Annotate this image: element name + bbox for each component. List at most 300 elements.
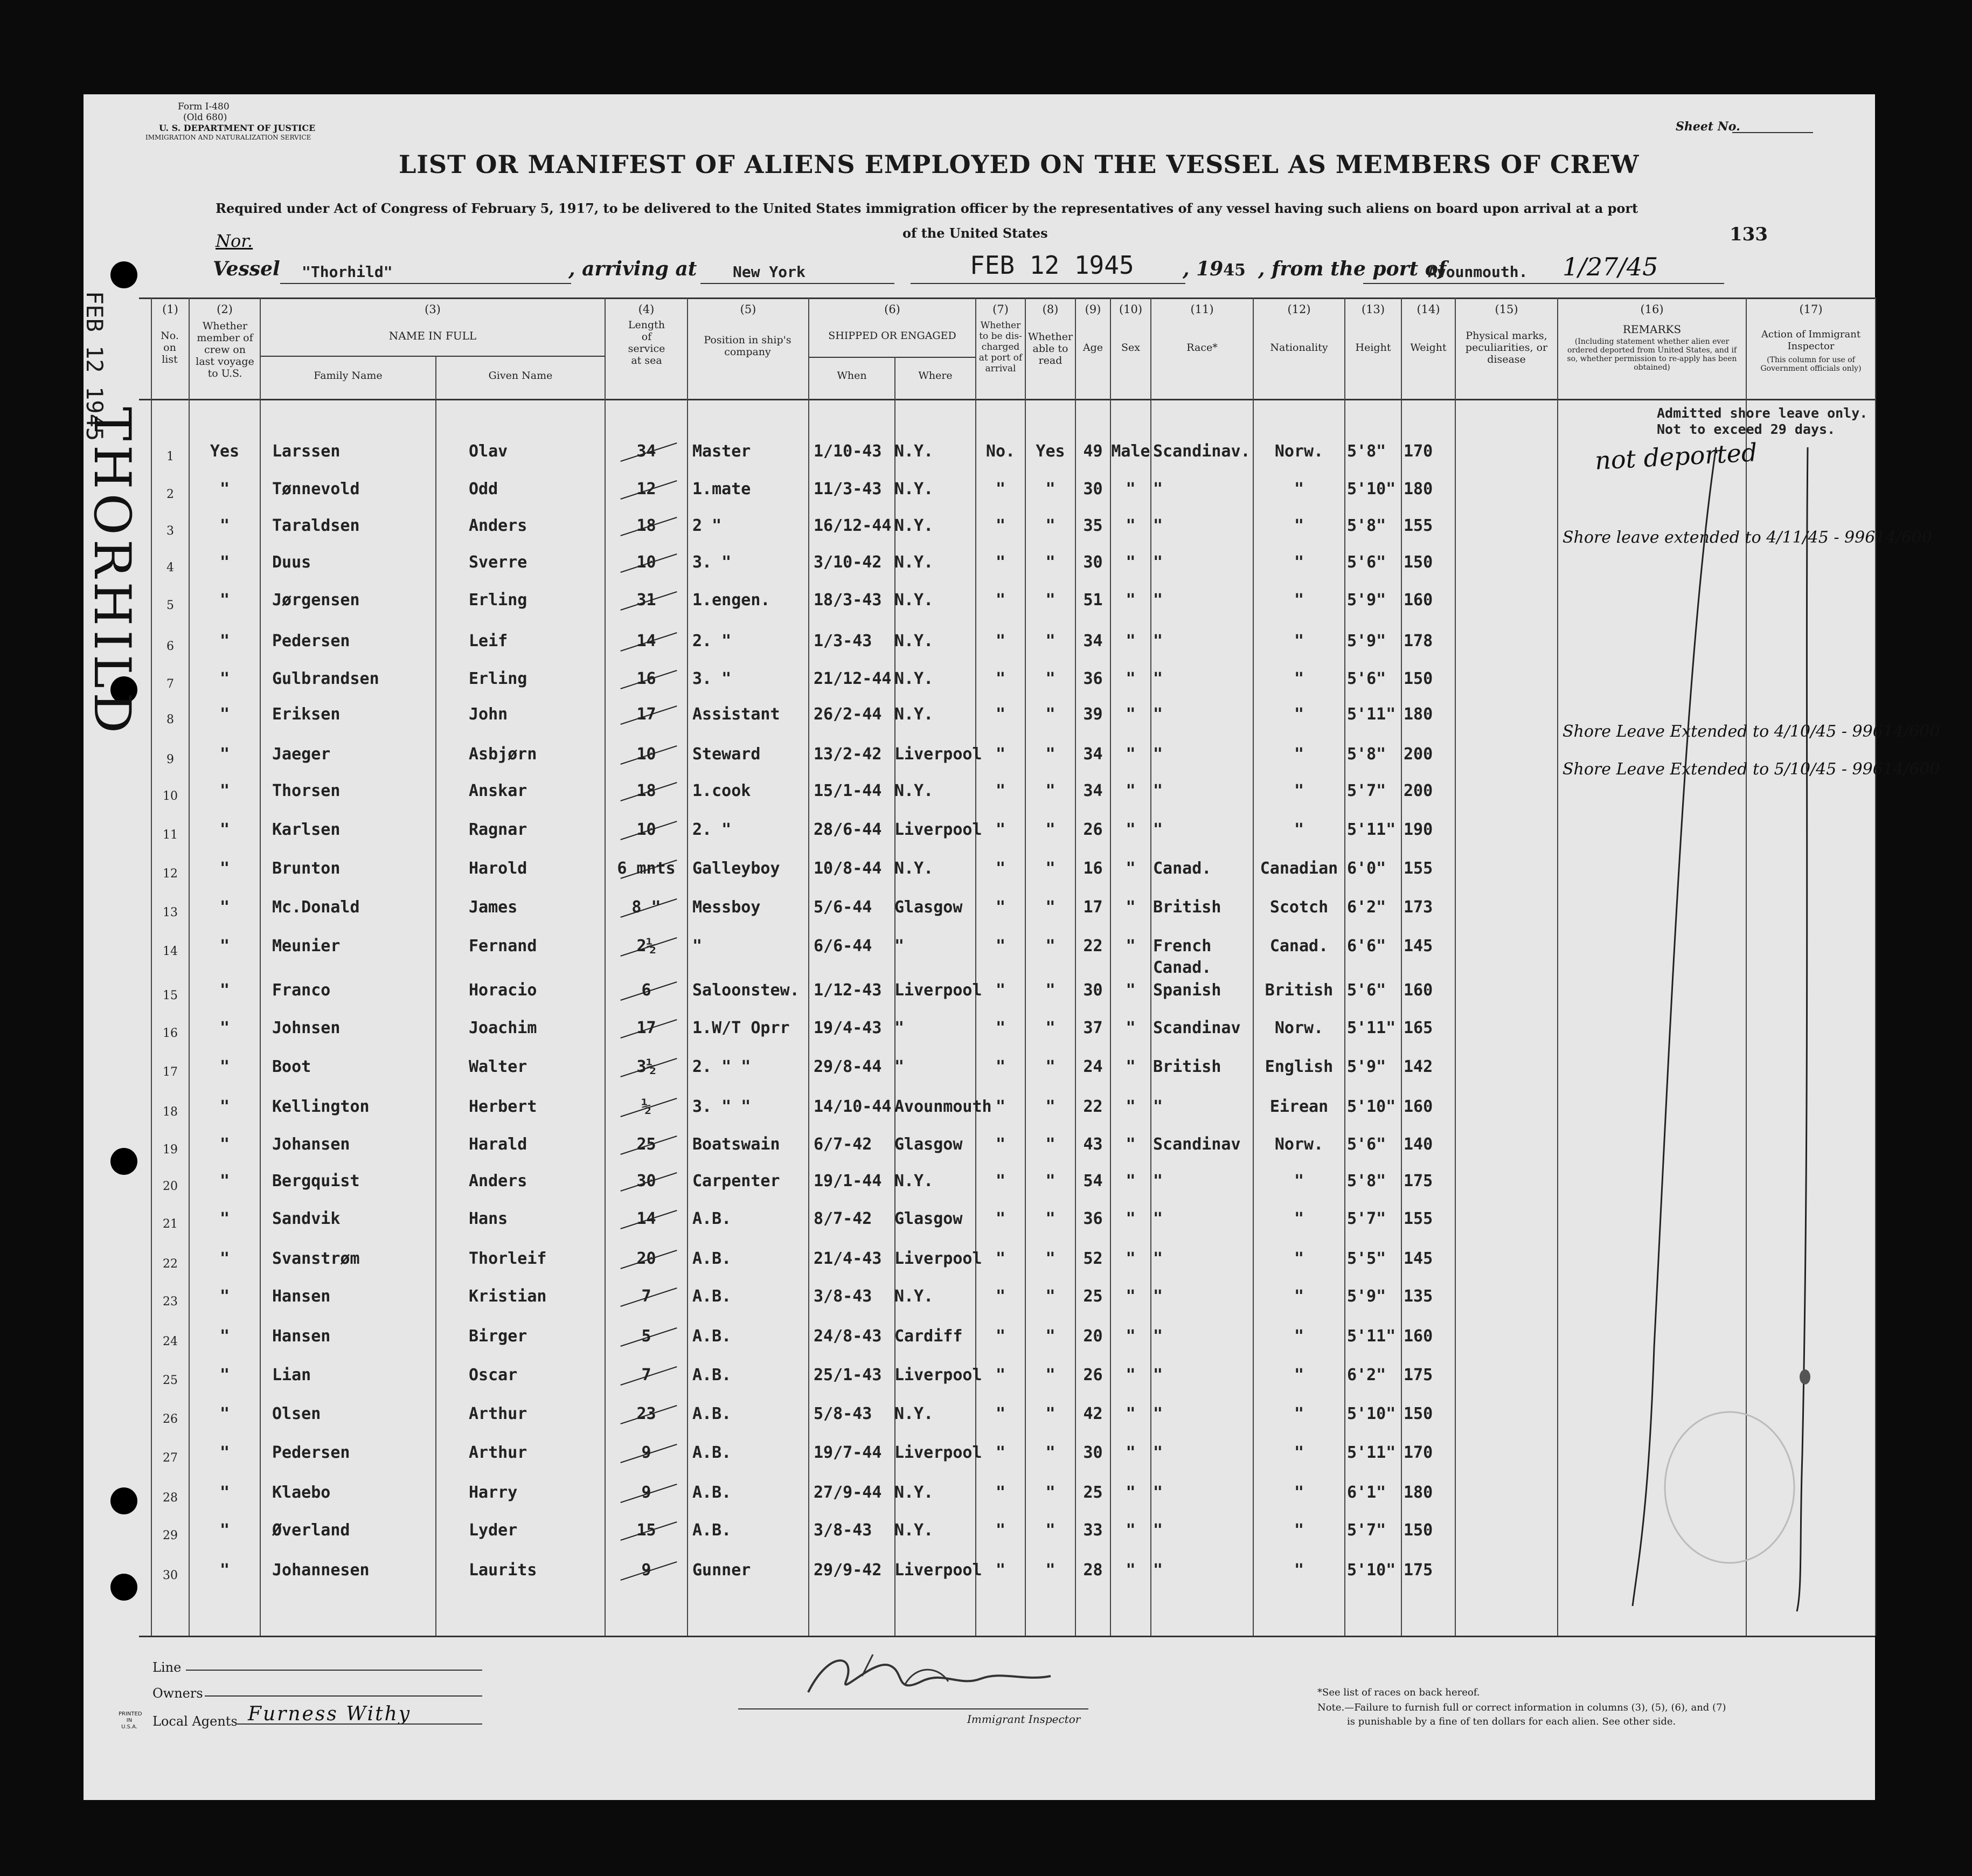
col-num-17: (17) bbox=[1799, 303, 1823, 316]
cell-service: 16 bbox=[636, 669, 656, 688]
cell-read: " bbox=[1045, 1404, 1056, 1423]
cell-position: 1.mate bbox=[692, 480, 751, 499]
smudge bbox=[1800, 1369, 1810, 1384]
col-num-10: (10) bbox=[1119, 303, 1143, 316]
cell-service: 2½ bbox=[636, 937, 656, 956]
cell-no: 8 bbox=[166, 713, 174, 726]
cell-age: 36 bbox=[1083, 669, 1103, 688]
cell-given: Erling bbox=[469, 669, 527, 688]
cell-discharged: " bbox=[995, 1135, 1006, 1154]
cell-given: Anskar bbox=[469, 781, 527, 800]
cell-discharged: " bbox=[995, 480, 1006, 499]
cell-service: 9 bbox=[641, 1561, 651, 1580]
cell-sex: " bbox=[1126, 898, 1136, 917]
cell-nationality: Scotch bbox=[1269, 898, 1329, 917]
cell-when: 19/1-44 bbox=[814, 1172, 882, 1190]
cell-family: Gulbrandsen bbox=[272, 669, 379, 688]
cell-family: Klaebo bbox=[272, 1483, 331, 1502]
cell-position: A.B. bbox=[692, 1366, 732, 1384]
cell-given: John bbox=[469, 705, 508, 724]
cell-given: Hans bbox=[469, 1209, 508, 1228]
cell-age: 52 bbox=[1083, 1249, 1103, 1268]
col-num-13: (13) bbox=[1361, 303, 1385, 316]
cell-discharged: " bbox=[995, 632, 1006, 650]
cell-weight: 140 bbox=[1404, 1135, 1433, 1154]
cell-age: 34 bbox=[1083, 781, 1103, 800]
cell-discharged: No. bbox=[985, 442, 1016, 461]
cell-service: 25 bbox=[636, 1135, 656, 1154]
cell-given: Leif bbox=[469, 632, 508, 650]
cell-where: N.Y. bbox=[894, 781, 934, 800]
cell-prev: " bbox=[219, 1404, 230, 1423]
cell-race: " bbox=[1153, 1443, 1163, 1462]
cell-race: " bbox=[1153, 669, 1163, 688]
cell-sex: " bbox=[1126, 1097, 1136, 1116]
cell-height: 5'9" bbox=[1347, 1287, 1386, 1306]
cell-when: 6/6-44 bbox=[814, 937, 872, 956]
cell-age: 39 bbox=[1083, 705, 1103, 724]
cell-prev: " bbox=[219, 1561, 230, 1580]
side-vessel-name: THORHILD bbox=[82, 407, 141, 738]
cell-where: Liverpool bbox=[894, 1561, 982, 1580]
cell-sex: " bbox=[1126, 820, 1136, 839]
cell-nationality: " bbox=[1294, 1483, 1304, 1502]
cell-sex: " bbox=[1126, 1249, 1136, 1268]
cell-age: 33 bbox=[1083, 1521, 1103, 1540]
cell-family: Pedersen bbox=[272, 632, 350, 650]
col-num-3: (3) bbox=[425, 303, 441, 316]
cell-weight: 173 bbox=[1404, 898, 1433, 917]
cell-family: Svanstrøm bbox=[272, 1249, 360, 1268]
remark-shore-leave-1: Shore leave extended to 4/11/45 - 99614/600 bbox=[1563, 528, 1932, 547]
cell-race: " bbox=[1153, 1287, 1163, 1306]
cell-given: Horacio bbox=[469, 981, 537, 1000]
cell-position: Galleyboy bbox=[692, 859, 780, 878]
cell-weight: 175 bbox=[1404, 1172, 1433, 1190]
col-header-name: NAME IN FULL bbox=[388, 329, 477, 342]
footer-agents-value: Furness Withy bbox=[248, 1703, 412, 1725]
cell-read: " bbox=[1045, 1172, 1056, 1190]
cell-nationality: Canadian bbox=[1260, 859, 1338, 878]
cell-sex: " bbox=[1126, 859, 1136, 878]
cell-discharged: " bbox=[995, 705, 1006, 724]
cell-nationality: " bbox=[1294, 1521, 1304, 1540]
cell-discharged: " bbox=[995, 1404, 1006, 1423]
cell-position: 1.engen. bbox=[692, 591, 770, 610]
cell-read: " bbox=[1045, 1019, 1056, 1037]
cell-read: Yes bbox=[1036, 442, 1065, 461]
cell-age: 43 bbox=[1083, 1135, 1103, 1154]
cell-weight: 150 bbox=[1404, 1404, 1433, 1423]
cell-family: Thorsen bbox=[272, 781, 341, 800]
cell-discharged: " bbox=[995, 1019, 1006, 1037]
cell-discharged: " bbox=[995, 591, 1006, 610]
cell-given: Harald bbox=[469, 1135, 527, 1154]
cell-age: 30 bbox=[1083, 480, 1103, 499]
cell-sex: " bbox=[1126, 1019, 1136, 1037]
footer-agents-label: Local Agents bbox=[152, 1714, 238, 1729]
cell-where: N.Y. bbox=[894, 442, 934, 461]
cell-nationality: " bbox=[1294, 1404, 1304, 1423]
footer-fine-note-2: is punishable by a fine of ten dollars for each alien. See other side. bbox=[1347, 1716, 1676, 1727]
cell-weight: 200 bbox=[1404, 745, 1433, 764]
cell-nationality: Eirean bbox=[1269, 1097, 1329, 1116]
cell-race: " bbox=[1153, 820, 1163, 839]
cell-read: " bbox=[1045, 516, 1056, 535]
cell-service: 5 bbox=[641, 1327, 651, 1346]
cell-when: 16/12-44 bbox=[814, 516, 892, 535]
cell-given: Arthur bbox=[469, 1404, 527, 1423]
cell-age: 28 bbox=[1083, 1561, 1103, 1580]
cell-race: " bbox=[1153, 1404, 1163, 1423]
cell-family: Karlsen bbox=[272, 820, 341, 839]
cell-given: Anders bbox=[469, 516, 527, 535]
footer-owners-label: Owners bbox=[152, 1686, 203, 1701]
cell-discharged: " bbox=[995, 1366, 1006, 1384]
cell-read: " bbox=[1045, 820, 1056, 839]
cell-weight: 135 bbox=[1404, 1287, 1433, 1306]
cell-where: N.Y. bbox=[894, 632, 934, 650]
cell-where: Liverpool bbox=[894, 820, 982, 839]
cell-weight: 160 bbox=[1404, 591, 1433, 610]
cell-sex: " bbox=[1126, 591, 1136, 610]
cell-when: 21/12-44 bbox=[814, 669, 892, 688]
cell-weight: 160 bbox=[1404, 1097, 1433, 1116]
col-num-5: (5) bbox=[740, 303, 756, 316]
cell-prev: " bbox=[219, 1443, 230, 1462]
cell-where: Liverpool bbox=[894, 981, 982, 1000]
cell-weight: 175 bbox=[1404, 1561, 1433, 1580]
cell-where: " bbox=[894, 1019, 905, 1037]
cell-height: 5'9" bbox=[1347, 632, 1386, 650]
cell-when: 25/1-43 bbox=[814, 1366, 882, 1384]
cell-race: French Canad. bbox=[1153, 937, 1212, 977]
cell-height: 5'8" bbox=[1347, 516, 1386, 535]
bracket-stroke bbox=[1797, 447, 1808, 1611]
cell-age: 34 bbox=[1083, 632, 1103, 650]
cell-read: " bbox=[1045, 1327, 1056, 1346]
cell-where: Liverpool bbox=[894, 745, 982, 764]
cell-age: 22 bbox=[1083, 1097, 1103, 1116]
inspector-label: Immigrant Inspector bbox=[967, 1713, 1081, 1726]
cell-nationality: " bbox=[1294, 553, 1304, 572]
col-num-6: (6) bbox=[884, 303, 900, 316]
col-num-1: (1) bbox=[162, 303, 178, 316]
cell-read: " bbox=[1045, 898, 1056, 917]
cell-service: 7 bbox=[641, 1366, 651, 1384]
cell-nationality: " bbox=[1294, 632, 1304, 650]
cell-read: " bbox=[1045, 781, 1056, 800]
col-header-shipped: SHIPPED OR ENGAGED bbox=[828, 330, 956, 342]
cell-nationality: " bbox=[1294, 1287, 1304, 1306]
cell-service: 10 bbox=[636, 820, 656, 839]
cell-where: N.Y. bbox=[894, 1287, 934, 1306]
cell-weight: 175 bbox=[1404, 1366, 1433, 1384]
cell-height: 6'2" bbox=[1347, 898, 1386, 917]
cell-race: Canad. bbox=[1153, 859, 1212, 878]
col-header-where: Where bbox=[918, 370, 953, 382]
cell-family: Bergquist bbox=[272, 1172, 360, 1190]
cell-no: 26 bbox=[163, 1413, 178, 1426]
cell-height: 5'8" bbox=[1347, 1172, 1386, 1190]
cell-position: A.B. bbox=[692, 1287, 732, 1306]
cell-service: 30 bbox=[636, 1172, 656, 1190]
cell-discharged: " bbox=[995, 1057, 1006, 1076]
cell-nationality: Norw. bbox=[1274, 442, 1324, 461]
cell-when: 19/7-44 bbox=[814, 1443, 882, 1462]
cell-height: 5'7" bbox=[1347, 1521, 1386, 1540]
cell-prev: " bbox=[219, 480, 230, 499]
cell-family: Hansen bbox=[272, 1287, 331, 1306]
col-header-action-note: (This column for use of Government officials only) bbox=[1760, 356, 1862, 373]
cell-prev: " bbox=[219, 820, 230, 839]
cell-race: " bbox=[1153, 781, 1163, 800]
cell-position: 3. " bbox=[692, 669, 732, 688]
cell-age: 20 bbox=[1083, 1327, 1103, 1346]
cell-given: Thorleif bbox=[469, 1249, 547, 1268]
cell-race: " bbox=[1153, 1366, 1163, 1384]
cell-discharged: " bbox=[995, 1443, 1006, 1462]
cell-position: A.B. bbox=[692, 1249, 732, 1268]
printer-mark: PRINTED IN U.S.A. bbox=[119, 1711, 142, 1730]
arriving-port: New York bbox=[733, 263, 806, 281]
cell-service: 8 " bbox=[631, 898, 661, 917]
cell-no: 16 bbox=[163, 1027, 178, 1040]
cell-prev: " bbox=[219, 1057, 230, 1076]
cell-position: " bbox=[692, 937, 703, 956]
cell-discharged: " bbox=[995, 1172, 1006, 1190]
col-header-prev-crew: Whether member of crew on last voyage to U.S. bbox=[196, 320, 254, 379]
cell-nationality: Canad. bbox=[1269, 937, 1329, 956]
cell-position: Gunner bbox=[692, 1561, 751, 1580]
cell-given: Asbjørn bbox=[469, 745, 537, 764]
cell-race: Scandinav. bbox=[1153, 442, 1251, 461]
footer-fine-note: Note.—Failure to furnish full or correct information in columns (3), (5), (6), and (7) bbox=[1317, 1702, 1726, 1713]
cell-nationality: " bbox=[1294, 745, 1304, 764]
cell-age: 37 bbox=[1083, 1019, 1103, 1037]
cell-discharged: " bbox=[995, 1521, 1006, 1540]
cell-age: 26 bbox=[1083, 1366, 1103, 1384]
cell-given: James bbox=[469, 898, 518, 917]
cell-weight: 170 bbox=[1404, 442, 1433, 461]
cell-given: Oscar bbox=[469, 1366, 518, 1384]
cell-service: 7 bbox=[641, 1287, 651, 1306]
cell-family: Duus bbox=[272, 553, 311, 572]
cell-when: 26/2-44 bbox=[814, 705, 882, 724]
col-header-weight: Weight bbox=[1410, 342, 1447, 354]
cell-discharged: " bbox=[995, 516, 1006, 535]
cell-where: Glasgow bbox=[894, 898, 963, 917]
cell-discharged: " bbox=[995, 859, 1006, 878]
cell-sex: " bbox=[1126, 705, 1136, 724]
cell-no: 29 bbox=[163, 1529, 178, 1542]
cell-discharged: " bbox=[995, 1327, 1006, 1346]
cell-given: Herbert bbox=[469, 1097, 537, 1116]
col-num-8: (8) bbox=[1042, 303, 1059, 316]
cell-sex: " bbox=[1126, 781, 1136, 800]
form-subtitle-2: of the United States bbox=[902, 225, 1048, 241]
cell-race: " bbox=[1153, 1521, 1163, 1540]
cell-weight: 160 bbox=[1404, 1327, 1433, 1346]
cell-height: 6'1" bbox=[1347, 1483, 1386, 1502]
cell-nationality: " bbox=[1294, 591, 1304, 610]
cell-age: 16 bbox=[1083, 859, 1103, 878]
cell-race: Spanish bbox=[1153, 981, 1221, 1000]
year-label: , 1945 bbox=[1183, 258, 1246, 280]
cell-where: Liverpool bbox=[894, 1443, 982, 1462]
cell-race: " bbox=[1153, 591, 1163, 610]
col-header-family: Family Name bbox=[314, 370, 383, 382]
cell-no: 18 bbox=[163, 1105, 178, 1119]
cell-when: 1/10-43 bbox=[814, 442, 882, 461]
cell-service: 18 bbox=[636, 781, 656, 800]
cell-nationality: " bbox=[1294, 820, 1304, 839]
cell-read: " bbox=[1045, 1287, 1056, 1306]
cell-race: " bbox=[1153, 480, 1163, 499]
cell-given: Olav bbox=[469, 442, 508, 461]
cell-height: 5'8" bbox=[1347, 745, 1386, 764]
cell-no: 30 bbox=[163, 1569, 178, 1582]
vessel-label: Vessel bbox=[213, 258, 280, 280]
cell-age: 30 bbox=[1083, 553, 1103, 572]
cell-sex: " bbox=[1126, 480, 1136, 499]
cell-weight: 200 bbox=[1404, 781, 1433, 800]
cell-position: 1.cook bbox=[692, 781, 751, 800]
cell-prev: " bbox=[219, 705, 230, 724]
cell-service: 18 bbox=[636, 516, 656, 535]
cell-race: " bbox=[1153, 1483, 1163, 1502]
col-header-no: No. on list bbox=[161, 330, 179, 365]
form-old-number: (Old 680) bbox=[183, 112, 227, 123]
cell-nationality: " bbox=[1294, 1366, 1304, 1384]
cell-discharged: " bbox=[995, 781, 1006, 800]
cell-where: N.Y. bbox=[894, 1404, 934, 1423]
cell-sex: " bbox=[1126, 669, 1136, 688]
cell-prev: " bbox=[219, 1327, 230, 1346]
flag-note: Nor. bbox=[216, 231, 253, 251]
cell-position: Carpenter bbox=[692, 1172, 780, 1190]
cell-height: 5'5" bbox=[1347, 1249, 1386, 1268]
cell-height: 5'10" bbox=[1347, 1097, 1396, 1116]
remark-typed-1: Admitted shore leave only. bbox=[1657, 405, 1868, 421]
cell-weight: 150 bbox=[1404, 553, 1433, 572]
cell-discharged: " bbox=[995, 1097, 1006, 1116]
cell-discharged: " bbox=[995, 1209, 1006, 1228]
cell-read: " bbox=[1045, 553, 1056, 572]
cell-service: 17 bbox=[636, 705, 656, 724]
cell-height: 5'9" bbox=[1347, 1057, 1386, 1076]
cell-nationality: " bbox=[1294, 1327, 1304, 1346]
form-title: LIST OR MANIFEST OF ALIENS EMPLOYED ON THE VESSEL AS MEMBERS OF CREW bbox=[399, 150, 1640, 179]
from-port: Avounmouth. bbox=[1428, 263, 1528, 281]
cell-position: Master bbox=[692, 442, 751, 461]
cell-height: 5'11" bbox=[1347, 705, 1396, 724]
cell-age: 51 bbox=[1083, 591, 1103, 610]
cell-when: 6/7-42 bbox=[814, 1135, 872, 1154]
cell-when: 27/9-44 bbox=[814, 1483, 882, 1502]
cell-nationality: " bbox=[1294, 705, 1304, 724]
line-field bbox=[186, 1670, 482, 1671]
cell-age: 34 bbox=[1083, 745, 1103, 764]
cell-family: Jaeger bbox=[272, 745, 331, 764]
cell-age: 17 bbox=[1083, 898, 1103, 917]
cell-read: " bbox=[1045, 591, 1056, 610]
cell-height: 5'6" bbox=[1347, 1135, 1386, 1154]
cell-no: 14 bbox=[163, 945, 178, 958]
cell-when: 14/10-44 bbox=[814, 1097, 892, 1116]
cell-service: 23 bbox=[636, 1404, 656, 1423]
cell-position: Saloonstew. bbox=[692, 981, 800, 1000]
cell-position: A.B. bbox=[692, 1521, 732, 1540]
cell-read: " bbox=[1045, 669, 1056, 688]
cell-prev: " bbox=[219, 1019, 230, 1037]
cell-position: A.B. bbox=[692, 1404, 732, 1423]
cell-race: " bbox=[1153, 1097, 1163, 1116]
remark-shore-leave-3: Shore Leave Extended to 5/10/45 - 99614/600 bbox=[1563, 760, 1940, 779]
cell-height: 5'10" bbox=[1347, 1404, 1396, 1423]
cell-sex: " bbox=[1126, 1366, 1136, 1384]
cell-age: 30 bbox=[1083, 1443, 1103, 1462]
cell-age: 30 bbox=[1083, 981, 1103, 1000]
cell-weight: 155 bbox=[1404, 1209, 1433, 1228]
cell-nationality: Norw. bbox=[1274, 1135, 1324, 1154]
cell-read: " bbox=[1045, 937, 1056, 956]
cell-weight: 145 bbox=[1404, 937, 1433, 956]
cell-sex: " bbox=[1126, 516, 1136, 535]
inspector-stamp bbox=[1665, 1412, 1794, 1563]
cell-race: " bbox=[1153, 632, 1163, 650]
page-number: 133 bbox=[1730, 224, 1768, 245]
cell-sex: " bbox=[1126, 1521, 1136, 1540]
cell-no: 25 bbox=[163, 1374, 178, 1387]
cell-position: A.B. bbox=[692, 1209, 732, 1228]
cell-prev: Yes bbox=[210, 442, 240, 461]
cell-no: 6 bbox=[166, 640, 174, 653]
cell-prev: " bbox=[219, 898, 230, 917]
cell-position: A.B. bbox=[692, 1483, 732, 1502]
cell-where: Cardiff bbox=[894, 1327, 963, 1346]
cell-race: " bbox=[1153, 705, 1163, 724]
cell-given: Fernand bbox=[469, 937, 537, 956]
col-header-remarks-note: (Including statement whether alien ever ordered deported from United States, and if so, whether permission to re-apply has been obtained) bbox=[1567, 337, 1737, 372]
cell-when: 3/8-43 bbox=[814, 1287, 872, 1306]
cell-service: 6 mnts bbox=[617, 859, 676, 878]
cell-family: Hansen bbox=[272, 1327, 331, 1346]
cell-sex: " bbox=[1126, 1483, 1136, 1502]
cell-age: 54 bbox=[1083, 1172, 1103, 1190]
cell-where: Glasgow bbox=[894, 1135, 963, 1154]
cell-height: 5'10" bbox=[1347, 1561, 1396, 1580]
cell-where: N.Y. bbox=[894, 591, 934, 610]
cell-given: Erling bbox=[469, 591, 527, 610]
cell-discharged: " bbox=[995, 820, 1006, 839]
cell-prev: " bbox=[219, 1366, 230, 1384]
cell-when: 1/12-43 bbox=[814, 981, 882, 1000]
cell-no: 15 bbox=[163, 989, 178, 1002]
cell-sex: Male bbox=[1111, 442, 1150, 461]
cell-when: 28/6-44 bbox=[814, 820, 882, 839]
cell-race: Scandinav bbox=[1153, 1135, 1241, 1154]
cell-race: British bbox=[1153, 1057, 1221, 1076]
sheet-number-label: Sheet No. bbox=[1676, 120, 1740, 134]
cell-read: " bbox=[1045, 1209, 1056, 1228]
cell-age: 49 bbox=[1083, 442, 1103, 461]
cell-given: Birger bbox=[469, 1327, 527, 1346]
cell-position: 2. " bbox=[692, 820, 732, 839]
cell-age: 22 bbox=[1083, 937, 1103, 956]
cell-service: 10 bbox=[636, 553, 656, 572]
cell-sex: " bbox=[1126, 632, 1136, 650]
